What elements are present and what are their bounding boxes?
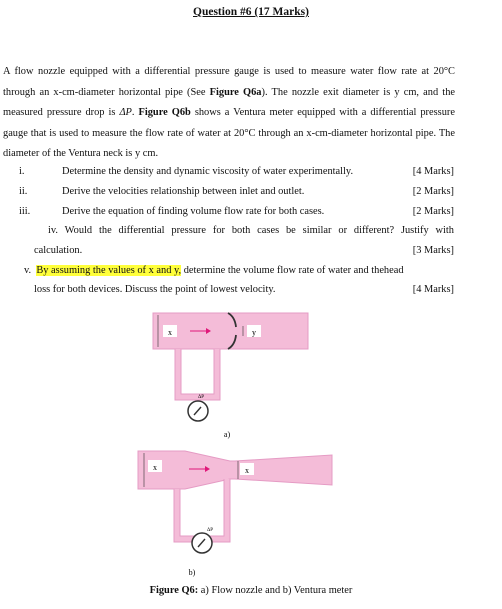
question-number-2: ii. (19, 186, 28, 197)
intro-text-3: . (131, 107, 139, 118)
caption-prefix: Figure Q6: (149, 585, 199, 596)
question-text-3: Derive the equation of finding volume flow rate for both cases. (62, 206, 325, 217)
question-text-5-line2: loss for both devices. Discuss the point of lowest velocity. (34, 284, 276, 295)
question-text-4-line1: iv. Would the differential pressure for both cases be similar or different? Justify with (48, 225, 454, 236)
flow-nozzle-diagram (150, 305, 310, 440)
problem-statement (3, 62, 455, 165)
question-marks-3: [2 Marks] (412, 206, 454, 217)
label-x-inlet: x (153, 463, 157, 472)
label-y: y (252, 328, 256, 337)
question-text-2: Derive the velocities relationship between inlet and outlet. (62, 186, 305, 197)
figure-caption (0, 585, 502, 596)
label-delta-p-a: ΔP (198, 395, 204, 400)
figure-ref-a: Figure Q6a (209, 86, 262, 98)
question-marks-2: [2 Marks] (412, 186, 454, 197)
question-text-5-rest: determine the volume flow rate of water and thehead (181, 265, 404, 276)
subfigure-label-b: b) (188, 568, 196, 577)
question-number-3: iii. (19, 206, 31, 217)
question-number-1: i. (19, 166, 25, 177)
venturi-pipe (138, 451, 332, 489)
intro-text-2: ). The nozzle exit diameter is y cm, and the measured pressure drop is (3, 86, 455, 118)
figure-ref-b: Figure Q6b (138, 107, 191, 118)
venturi-meter-diagram (135, 445, 335, 580)
question-marks-1: [4 Marks] (412, 166, 454, 177)
label-x: x (168, 328, 172, 337)
question-marks-4: [3 Marks] (412, 245, 454, 256)
delta-p-symbol: ΔP (119, 107, 132, 118)
question-title: Question #6 (17 Marks) (193, 6, 309, 18)
subfigure-label-a: a) (223, 430, 231, 439)
manometer-tube (175, 349, 220, 400)
question-number-5: v. (24, 265, 32, 276)
question-marks-5: [4 Marks] (412, 284, 454, 295)
question-text-1: Determine the density and dynamic viscosity of water experimentally. (62, 166, 354, 177)
caption-text: a) Flow nozzle and b) Ventura meter (198, 585, 353, 596)
intro-text-4: shows a Ventura meter equipped with a differential pressure gauge that is used to measure the flow rate of water at 20°C through an x-cm-diameter horizontal pipe. The diameter of the Ventura neck is y cm. (3, 107, 455, 159)
question-text-5-line1 (24, 265, 454, 276)
highlighted-assumption: By assuming the values of x and y, (36, 265, 182, 276)
intro-text-1: A flow nozzle equipped with a differential pressure gauge is used to measure water flow rate at 20°C through an x-cm-diameter horizontal pipe (See (3, 66, 455, 98)
label-x-neck: x (245, 466, 249, 475)
label-delta-p-b: ΔP (207, 528, 213, 533)
question-text-4-line2: calculation. (34, 245, 83, 256)
